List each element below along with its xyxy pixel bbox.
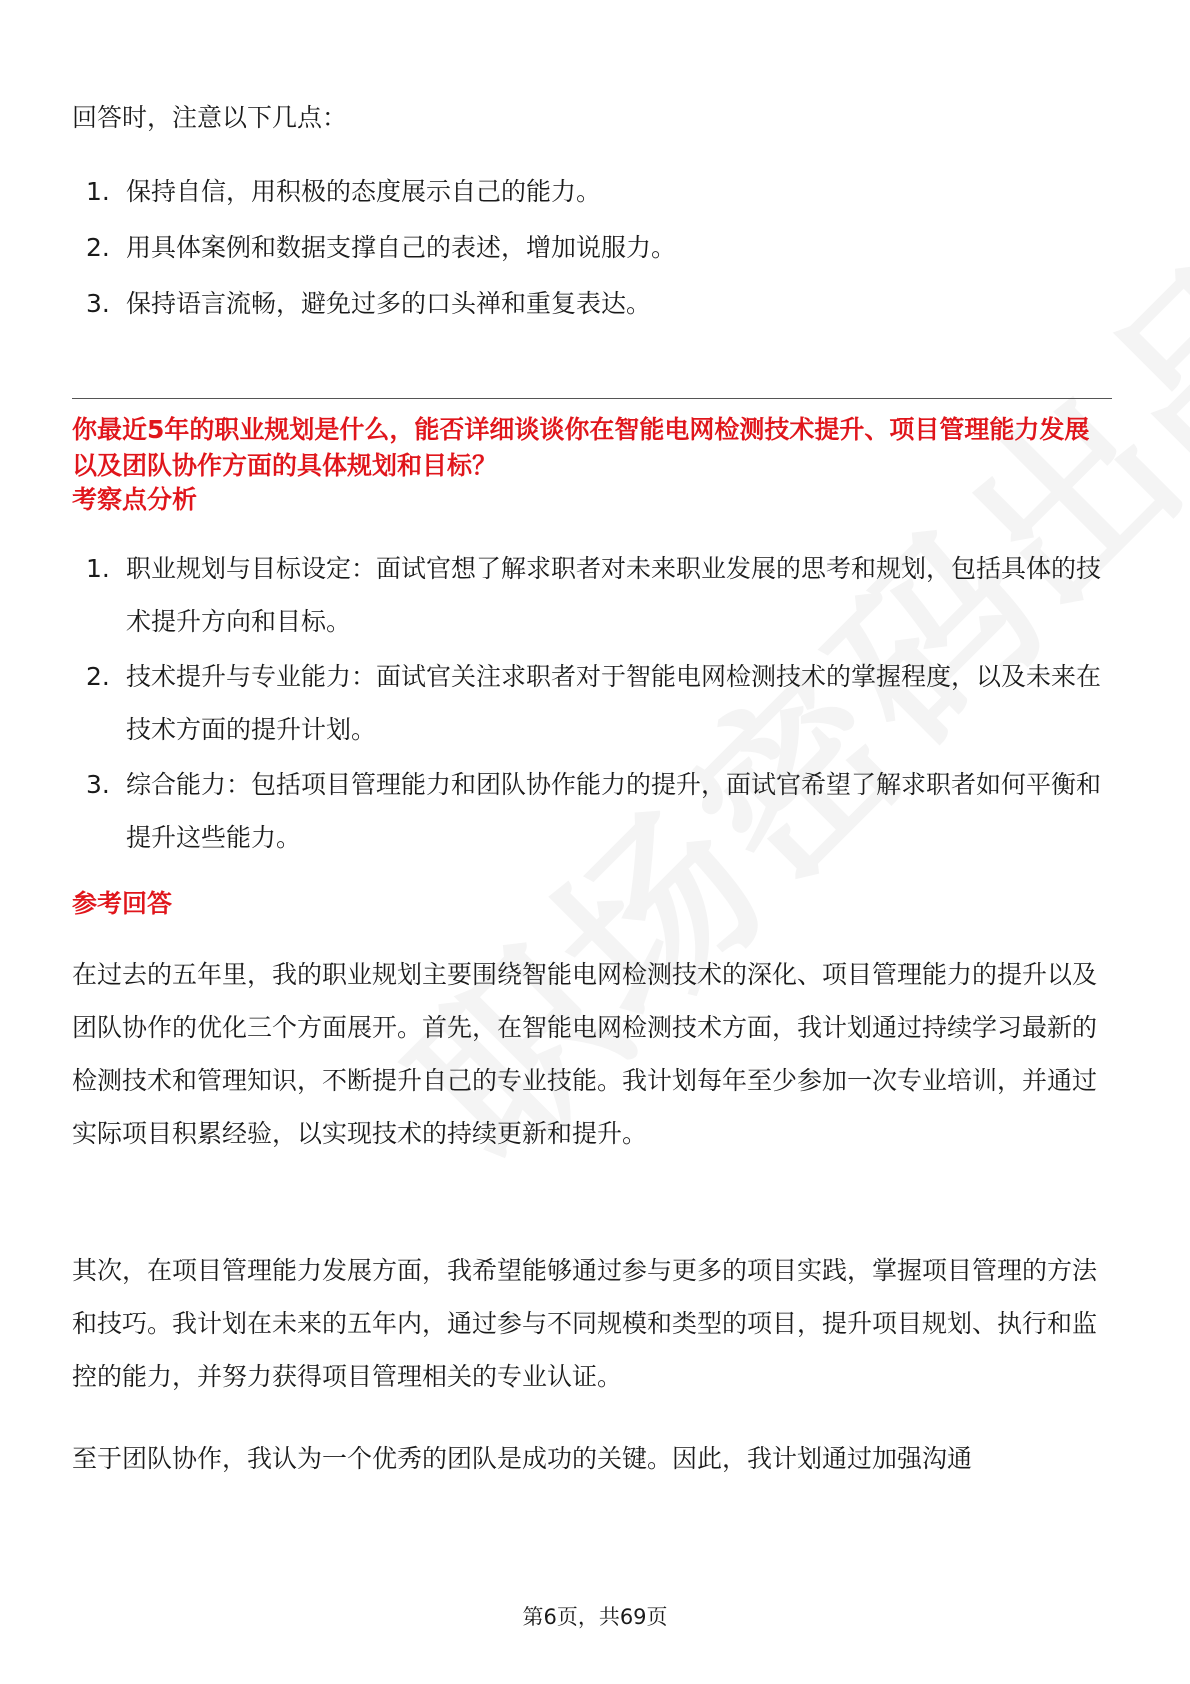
list-text: 技术提升与专业能力：面试官关注求职者对于智能电网检测技术的掌握程度，以及未来在技术方面的提升计划。 [126,662,1102,744]
answer-paragraph: 至于团队协作，我认为一个优秀的团队是成功的关键。因此，我计划通过加强沟通 [72,1444,973,1473]
list-text: 用具体案例和数据支撑自己的表述，增加说服力。 [126,233,677,262]
answer-paragraph: 其次，在项目管理能力发展方面，我希望能够通过参与更多的项目实践，掌握项目管理的方法和技巧。我计划在未来的五年内，通过参与不同规模和类型的项目，提升项目规划、执行和监控的能力，并努力获得项目管理相关的专业认证。 [72,1256,1098,1391]
list-number: 2. [86,233,110,262]
answer-heading: 参考回答 [72,889,173,918]
page-footer: 第6页，共69页 [522,1605,668,1629]
intro-text: 回答时，注意以下几点： [72,103,348,132]
list-number: 3. [86,770,110,799]
list-number: 3. [86,289,110,318]
list-number: 1. [86,554,110,583]
list-item [72,758,1112,864]
list-item [72,650,1112,756]
list-text: 保持语言流畅，避免过多的口头禅和重复表达。 [126,289,652,318]
answer-paragraph: 在过去的五年里，我的职业规划主要围绕智能电网检测技术的深化、项目管理能力的提升以及团队协作的优化三个方面展开。首先，在智能电网检测技术方面，我计划通过持续学习最新的检测技术和管理知识，不断提升自己的专业技能。我计划每年至少参加一次专业培训，并通过实际项目积累经验，以实现技术的持续更新和提升。 [72,960,1098,1148]
list-item [72,164,1112,220]
list-text: 综合能力：包括项目管理能力和团队协作能力的提升，面试官希望了解求职者如何平衡和提升这些能力。 [126,770,1102,852]
section-divider [72,398,1112,399]
list-text: 职业规划与目标设定：面试官想了解求职者对未来职业发展的思考和规划，包括具体的技术提升方向和目标。 [126,554,1102,636]
list-item [72,220,1112,276]
analysis-heading: 考察点分析 [72,485,198,514]
list-text: 保持自信，用积极的态度展示自己的能力。 [126,177,602,206]
list-number: 2. [86,662,110,691]
list-item [72,276,1112,332]
list-number: 1. [86,177,110,206]
list-item [72,542,1112,648]
tips-list [72,164,1112,332]
interview-question: 你最近5年的职业规划是什么，能否详细谈谈你在智能电网检测技术提升、项目管理能力发展以及团队协作方面的具体规划和目标？ [72,415,1090,480]
analysis-list [72,542,1112,864]
